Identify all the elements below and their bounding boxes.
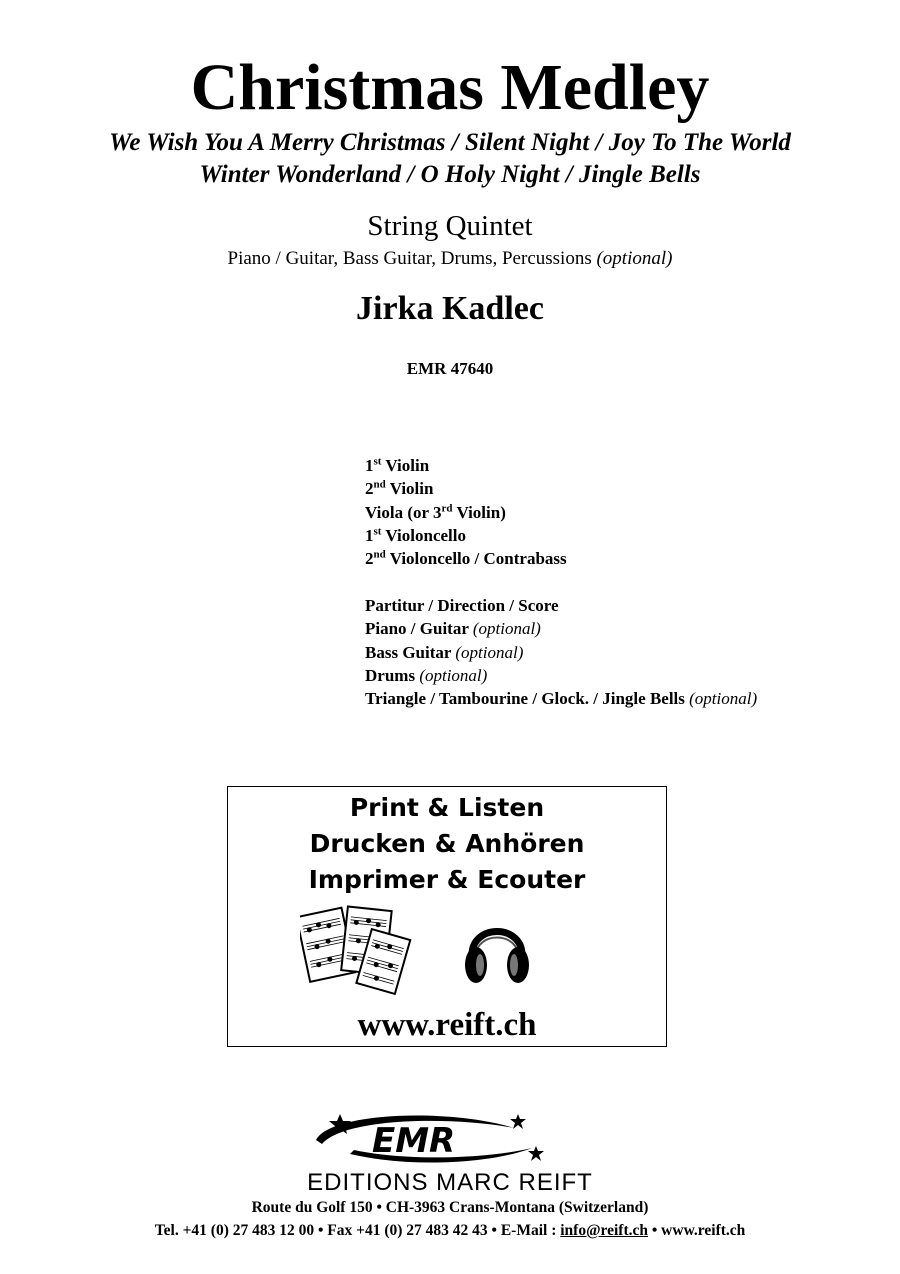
publisher-name: EDITIONS MARC REIFT [307,1169,593,1196]
promo-url[interactable]: www.reift.ch [357,1007,537,1043]
promo-line: Imprimer & Ecouter [308,865,586,894]
print-listen-box [227,786,667,1047]
part-item: 1st Violin [365,455,430,475]
other-parts-list [365,594,757,710]
string-parts-list [365,454,567,570]
subtitle-line-2: Winter Wonderland / O Holy Night / Jingle Bells [199,161,701,188]
part-item: Triangle / Tambourine / Glock. / Jingle Bells (optional) [365,689,758,709]
part-item: Viola (or 3rd Violin) [365,501,506,522]
promo-line: Drucken & Anhören [309,829,585,858]
part-item: 2nd Violoncello / Contrabass [365,548,567,569]
part-item: Partitur / Direction / Score [365,596,559,615]
catalog-number: EMR 47640 [406,359,494,378]
headphones-icon [462,907,532,989]
part-item: Piano / Guitar (optional) [365,619,541,639]
instrumentation-optional: (optional) [596,248,673,269]
part-item: Drums (optional) [365,665,488,685]
part-item: 2nd Violin [365,478,434,499]
instrumentation-text: Piano / Guitar, Bass Guitar, Drums, Percussions [227,248,592,269]
publisher-contact [0,1221,900,1241]
instrumentation [0,247,900,271]
contact-website: • www.reift.ch [648,1222,746,1239]
part-item: Bass Guitar (optional) [365,642,524,662]
contact-phone-fax: Tel. +41 (0) 27 483 12 00 • Fax +41 (0) 27 483 42 43 • E-Mail : [154,1222,561,1239]
promo-line: Print & Listen [349,793,545,822]
emr-logo-text: EMR [372,1121,456,1161]
emr-logo [300,1110,560,1168]
publisher-address: Route du Golf 150 • CH-3963 Crans-Montana (Switzerland) [251,1199,649,1216]
email-link[interactable]: info@reift.ch [560,1222,648,1239]
subtitle-line-1: We Wish You A Merry Christmas / Silent Night / Joy To The World [109,129,791,156]
sheet-music-icon [300,905,412,997]
ensemble: String Quintet [367,210,533,242]
composer: Jirka Kadlec [356,290,544,327]
part-item: 1st Violoncello [365,525,466,545]
page-title: Christmas Medley [190,51,710,124]
